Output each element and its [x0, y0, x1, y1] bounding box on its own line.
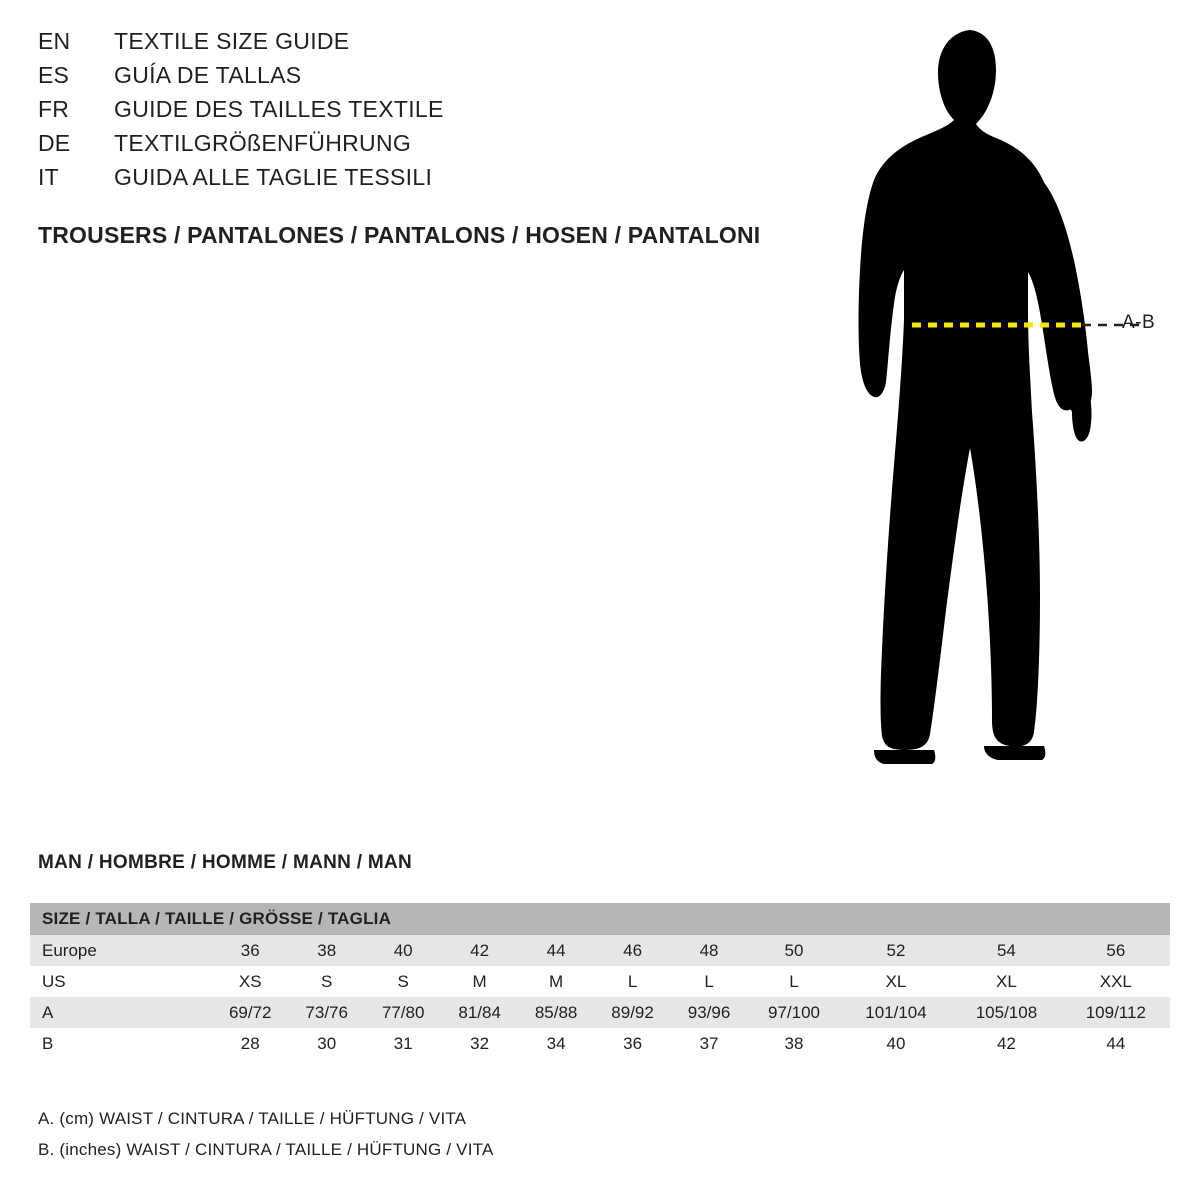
cell-a-2: 73/76: [288, 997, 364, 1028]
cell-us-3: S: [365, 966, 441, 997]
cell-us-2: S: [288, 966, 364, 997]
cell-b-8: 38: [747, 1028, 840, 1059]
cell-europe-1: 36: [212, 935, 288, 966]
cell-a-9: 101/104: [841, 997, 951, 1028]
footnote-a: A. (cm) WAIST / CINTURA / TAILLE / HÜFTUNG / VITA: [38, 1109, 467, 1128]
cell-europe-6: 46: [594, 935, 670, 966]
cell-europe-7: 48: [671, 935, 747, 966]
cell-us-6: L: [594, 966, 670, 997]
cell-b-7: 37: [671, 1028, 747, 1059]
language-code-es: ES: [38, 62, 70, 88]
man-silhouette-shape: [859, 30, 1093, 764]
table-row: [30, 1028, 1170, 1059]
table-header-label: SIZE / TALLA / TAILLE / GRÖSSE / TAGLIA: [30, 903, 1170, 935]
cell-b-4: 32: [441, 1028, 517, 1059]
cell-a-8: 97/100: [747, 997, 840, 1028]
cell-a-1: 69/72: [212, 997, 288, 1028]
language-row-de: [38, 130, 798, 164]
cell-europe-5: 44: [518, 935, 594, 966]
cell-b-2: 30: [288, 1028, 364, 1059]
language-list: [38, 28, 798, 198]
language-code-en: EN: [38, 28, 71, 54]
language-code-fr: FR: [38, 96, 70, 122]
cell-a-10: 105/108: [951, 997, 1061, 1028]
cell-europe-9: 52: [841, 935, 951, 966]
cell-b-10: 42: [951, 1028, 1061, 1059]
language-row-it: [38, 164, 798, 198]
cell-europe-10: 54: [951, 935, 1061, 966]
cell-a-5: 85/88: [518, 997, 594, 1028]
language-title-es: GUÍA DE TALLAS: [114, 62, 302, 88]
cell-europe-2: 38: [288, 935, 364, 966]
table-header-row: [30, 903, 1170, 935]
language-title-en: TEXTILE SIZE GUIDE: [114, 28, 350, 54]
cell-b-9: 40: [841, 1028, 951, 1059]
language-row-fr: [38, 96, 798, 130]
cell-b-5: 34: [518, 1028, 594, 1059]
language-code-it: IT: [38, 164, 59, 190]
language-title-it: GUIDA ALLE TAGLIE TESSILI: [114, 164, 433, 190]
language-title-de: TEXTILGRÖßENFÜHRUNG: [114, 130, 412, 156]
cell-us-5: M: [518, 966, 594, 997]
cell-us-10: XL: [951, 966, 1061, 997]
language-row-es: [38, 62, 798, 96]
cell-a-4: 81/84: [441, 997, 517, 1028]
row-label-europe: Europe: [30, 935, 212, 966]
language-row-en: [38, 28, 798, 62]
footnote-b: B. (inches) WAIST / CINTURA / TAILLE / HÜFTUNG / VITA: [38, 1140, 494, 1159]
cell-us-8: L: [747, 966, 840, 997]
cell-b-11: 44: [1062, 1028, 1170, 1059]
cell-a-11: 109/112: [1062, 997, 1170, 1028]
cell-us-11: XXL: [1062, 966, 1170, 997]
cell-europe-4: 42: [441, 935, 517, 966]
cell-europe-8: 50: [747, 935, 840, 966]
row-label-us: US: [30, 966, 212, 997]
footnotes: [38, 1109, 494, 1171]
cell-a-6: 89/92: [594, 997, 670, 1028]
row-label-b: B: [30, 1028, 212, 1059]
language-title-fr: GUIDE DES TAILLES TEXTILE: [114, 96, 444, 122]
table-row: [30, 966, 1170, 997]
measure-label-ab: A-B: [1122, 312, 1156, 333]
cell-europe-3: 40: [365, 935, 441, 966]
size-table: [30, 903, 1170, 1059]
garment-type-heading: TROUSERS / PANTALONES / PANTALONS / HOSEN / PANTALONI: [38, 222, 761, 248]
cell-us-9: XL: [841, 966, 951, 997]
cell-b-1: 28: [212, 1028, 288, 1059]
cell-b-3: 31: [365, 1028, 441, 1059]
row-label-a: A: [30, 997, 212, 1028]
language-code-de: DE: [38, 130, 71, 156]
table-section-title: MAN / HOMBRE / HOMME / MANN / MAN: [38, 852, 413, 873]
cell-europe-11: 56: [1062, 935, 1170, 966]
cell-a-3: 77/80: [365, 997, 441, 1028]
table-row: [30, 935, 1170, 966]
silhouette-figure: [820, 20, 1180, 800]
cell-us-1: XS: [212, 966, 288, 997]
cell-b-6: 36: [594, 1028, 670, 1059]
table-row: [30, 997, 1170, 1028]
cell-us-4: M: [441, 966, 517, 997]
cell-a-7: 93/96: [671, 997, 747, 1028]
cell-us-7: L: [671, 966, 747, 997]
